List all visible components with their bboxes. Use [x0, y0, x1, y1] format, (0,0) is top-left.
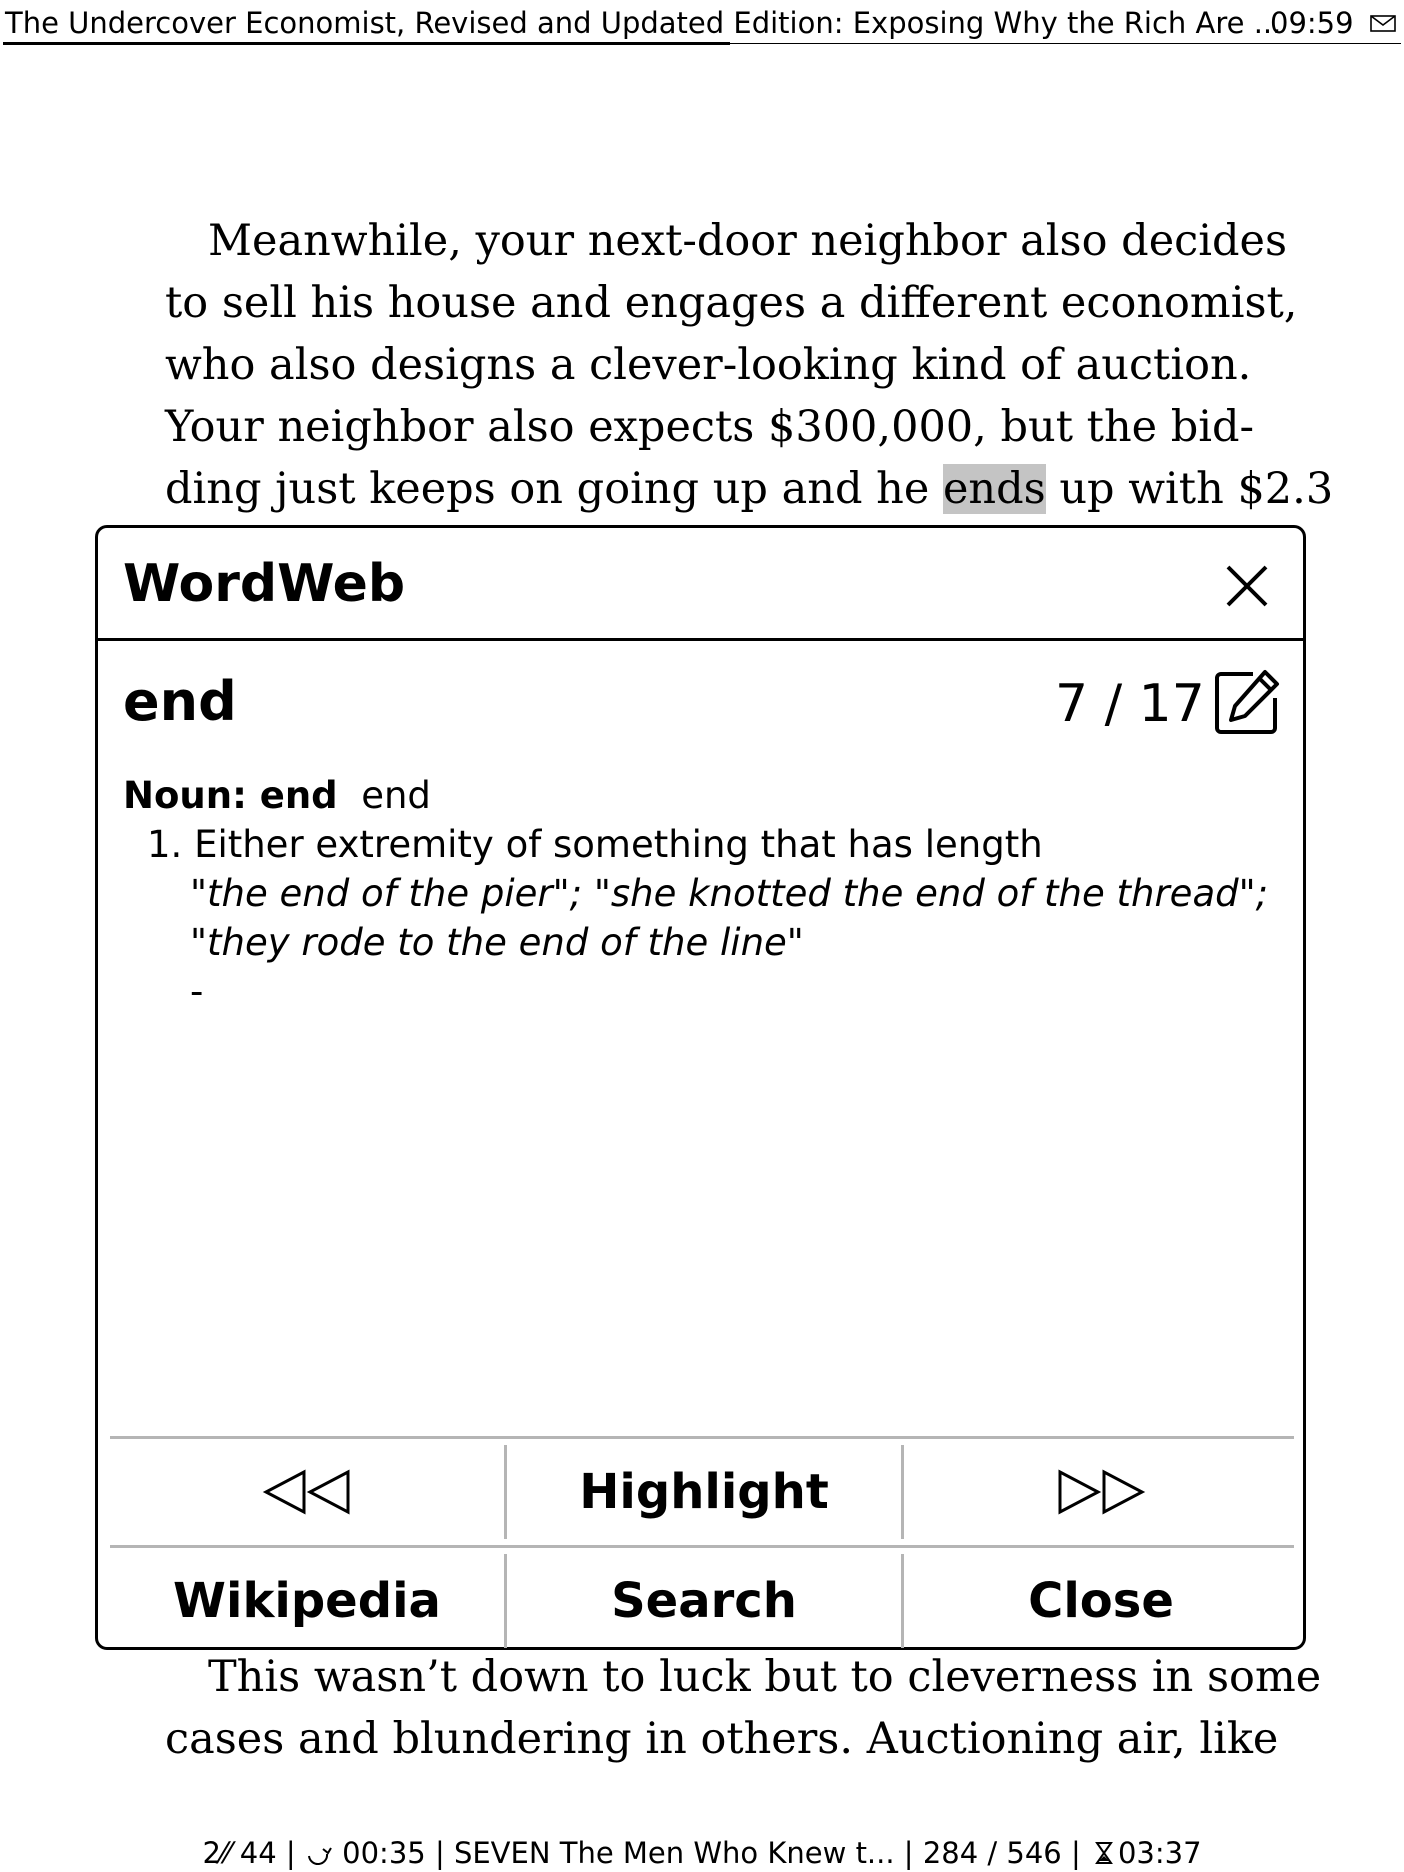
text-segment: ding just keeps on going up and he	[165, 464, 930, 514]
chapter-page-progress: 2⁄⁄ 44	[202, 1836, 277, 1870]
popup-button-grid	[110, 1436, 1294, 1654]
wikipedia-button[interactable]: Wikipedia	[173, 1573, 441, 1629]
text-segment: up with $2.3	[1059, 464, 1334, 514]
book-title: The Undercover Economist, Revised and Updated Edition: Exposing Why the Rich Are ...	[5, 6, 1282, 40]
text-line: This wasn’t down to luck but to cleverness in some	[208, 1652, 1322, 1702]
text-line: to sell his house and engages a different economist,	[165, 278, 1298, 328]
separator: |	[276, 1836, 305, 1870]
clock: 09:59	[1270, 6, 1354, 40]
chapter-time-left: 00:35	[342, 1836, 426, 1870]
text-line: Meanwhile, your next-door neighbor also decides	[208, 216, 1288, 266]
highlight-button[interactable]: Highlight	[579, 1464, 829, 1520]
status-bar	[0, 0, 1404, 46]
text-line	[165, 458, 1334, 520]
button-row	[110, 1548, 1294, 1654]
close-button[interactable]: Close	[1028, 1573, 1174, 1629]
definition-dash: -	[190, 970, 204, 1013]
selected-word[interactable]: ends	[942, 464, 1046, 514]
lookup-word: end	[123, 670, 237, 733]
edit-icon[interactable]	[1213, 668, 1281, 736]
next-icon	[1056, 1469, 1146, 1515]
book-time-left: 03:37	[1117, 1836, 1202, 1870]
part-of-speech-line	[123, 771, 1278, 820]
sense-definition: 1. Either extremity of something that has length	[147, 823, 1043, 866]
chapter-title: SEVEN The Men Who Knew t...	[453, 1836, 895, 1870]
book-text-upper	[165, 210, 1334, 520]
text-line: who also designs a clever-looking kind of auction.	[165, 340, 1252, 390]
text-line: cases and blundering in others. Auctioning air, like	[165, 1714, 1279, 1764]
book-progress-bar	[3, 42, 730, 45]
page-count: 284 / 546	[922, 1836, 1062, 1870]
text-line: Your neighbor also expects $300,000, but the bid-	[165, 402, 1255, 452]
separator: |	[894, 1836, 923, 1870]
close-icon[interactable]	[1225, 564, 1269, 608]
hourglass-icon	[1090, 1840, 1118, 1866]
definition-body	[123, 771, 1278, 1016]
separator: |	[1061, 1836, 1090, 1870]
book-text-lower	[165, 1646, 1322, 1770]
next-result-button[interactable]	[904, 1439, 1298, 1545]
reader-footer	[0, 1836, 1404, 1870]
dictionary-popup	[95, 525, 1306, 1650]
previous-result-button[interactable]	[110, 1439, 504, 1545]
mail-icon	[1370, 13, 1396, 33]
headword: end	[361, 774, 431, 817]
button-row	[110, 1439, 1294, 1545]
part-of-speech: Noun: end	[123, 774, 338, 817]
popup-header	[98, 528, 1303, 641]
separator: |	[425, 1836, 454, 1870]
chapter-time-icon	[305, 1840, 333, 1866]
result-counter: 7 / 17	[1055, 674, 1205, 734]
search-button[interactable]: Search	[611, 1573, 797, 1629]
usage-example: "they rode to the end of the line"	[190, 921, 804, 964]
dictionary-name: WordWeb	[123, 554, 406, 614]
usage-example: "the end of the pier"; "she knotted the end of the thread";	[190, 872, 1269, 915]
previous-icon	[262, 1469, 352, 1515]
